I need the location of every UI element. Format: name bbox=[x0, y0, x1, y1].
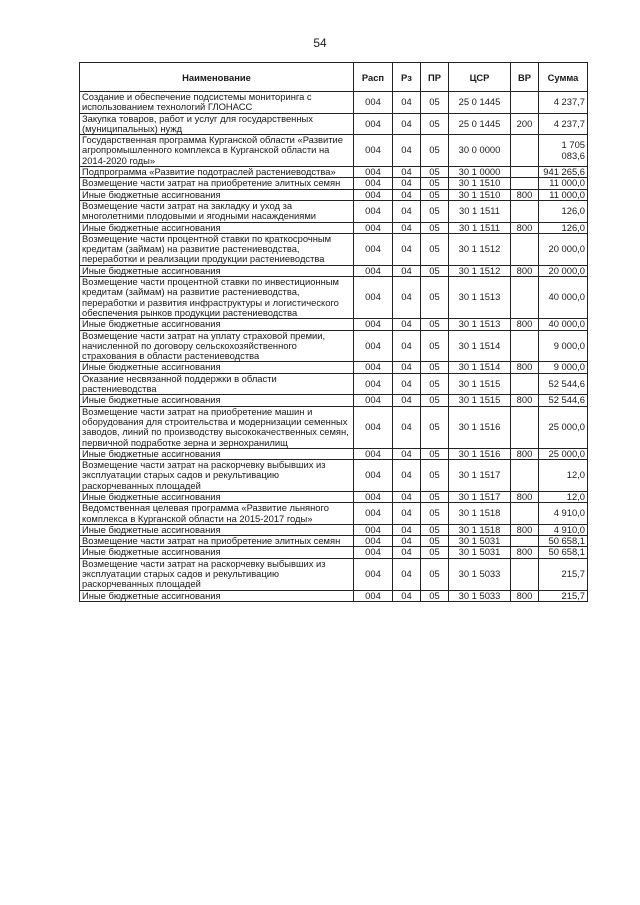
cell-csr: 30 1 1514 bbox=[449, 330, 511, 362]
cell-name: Возмещение части процентной ставки по инвестиционным кредитам (займам) на развитие растениеводства, переработки и развития инфраструктуры и логистического обеспечения рынков продукции растениеводства bbox=[80, 277, 354, 319]
cell-csr: 30 1 5033 bbox=[449, 558, 511, 590]
cell-vr: 800 bbox=[511, 265, 539, 276]
cell-sum: 12,0 bbox=[539, 491, 588, 502]
cell-csr: 30 1 1514 bbox=[449, 362, 511, 373]
cell-rz: 04 bbox=[393, 491, 421, 502]
cell-pr: 05 bbox=[421, 319, 449, 330]
cell-rz: 04 bbox=[393, 406, 421, 448]
table-row bbox=[80, 590, 588, 601]
cell-rz: 04 bbox=[393, 189, 421, 200]
table-row bbox=[80, 233, 588, 265]
cell-vr bbox=[511, 330, 539, 362]
cell-pr: 05 bbox=[421, 373, 449, 395]
cell-pr: 05 bbox=[421, 448, 449, 459]
cell-rasp: 004 bbox=[354, 460, 393, 492]
cell-csr: 30 1 1518 bbox=[449, 524, 511, 535]
cell-rz: 04 bbox=[393, 233, 421, 265]
cell-vr bbox=[511, 558, 539, 590]
cell-csr: 30 1 1516 bbox=[449, 406, 511, 448]
cell-csr: 30 1 1512 bbox=[449, 233, 511, 265]
cell-csr: 30 1 5033 bbox=[449, 590, 511, 601]
cell-rz: 04 bbox=[393, 362, 421, 373]
cell-csr: 30 0 0000 bbox=[449, 135, 511, 167]
table-row bbox=[80, 135, 588, 167]
header-vr: ВР bbox=[511, 63, 539, 92]
cell-rz: 04 bbox=[393, 590, 421, 601]
cell-rz: 04 bbox=[393, 200, 421, 222]
table-row bbox=[80, 319, 588, 330]
cell-csr: 30 1 1518 bbox=[449, 503, 511, 525]
table-row bbox=[80, 395, 588, 406]
cell-sum: 126,0 bbox=[539, 200, 588, 222]
table-row bbox=[80, 277, 588, 319]
cell-name: Оказание несвязанной поддержки в области растениеводства bbox=[80, 373, 354, 395]
table-row bbox=[80, 536, 588, 547]
cell-pr: 05 bbox=[421, 547, 449, 558]
cell-csr: 30 1 1512 bbox=[449, 265, 511, 276]
cell-vr bbox=[511, 200, 539, 222]
cell-vr bbox=[511, 233, 539, 265]
cell-rasp: 004 bbox=[354, 491, 393, 502]
cell-rasp: 004 bbox=[354, 265, 393, 276]
cell-rasp: 004 bbox=[354, 200, 393, 222]
cell-rasp: 004 bbox=[354, 222, 393, 233]
cell-rasp: 004 bbox=[354, 92, 393, 114]
cell-pr: 05 bbox=[421, 233, 449, 265]
cell-sum: 20 000,0 bbox=[539, 233, 588, 265]
cell-pr: 05 bbox=[421, 222, 449, 233]
cell-vr bbox=[511, 406, 539, 448]
table-row bbox=[80, 178, 588, 189]
cell-vr: 800 bbox=[511, 222, 539, 233]
cell-csr: 30 1 0000 bbox=[449, 167, 511, 178]
cell-csr: 25 0 1445 bbox=[449, 92, 511, 114]
cell-pr: 05 bbox=[421, 113, 449, 135]
table-header-row bbox=[80, 63, 588, 92]
cell-rasp: 004 bbox=[354, 135, 393, 167]
cell-rz: 04 bbox=[393, 135, 421, 167]
cell-pr: 05 bbox=[421, 536, 449, 547]
cell-name: Создание и обеспечение подсистемы мониторинга с использованием технологий ГЛОНАСС bbox=[80, 92, 354, 114]
cell-vr: 800 bbox=[511, 448, 539, 459]
cell-name: Иные бюджетные ассигнования bbox=[80, 448, 354, 459]
cell-pr: 05 bbox=[421, 395, 449, 406]
header-name: Наименование bbox=[80, 63, 354, 92]
table-row bbox=[80, 547, 588, 558]
cell-vr: 800 bbox=[511, 362, 539, 373]
cell-csr: 30 1 1516 bbox=[449, 448, 511, 459]
cell-vr: 800 bbox=[511, 319, 539, 330]
page-number: 54 bbox=[313, 36, 327, 50]
cell-pr: 05 bbox=[421, 92, 449, 114]
table-row bbox=[80, 222, 588, 233]
cell-vr bbox=[511, 92, 539, 114]
cell-sum: 126,0 bbox=[539, 222, 588, 233]
cell-rasp: 004 bbox=[354, 503, 393, 525]
cell-rasp: 004 bbox=[354, 558, 393, 590]
cell-pr: 05 bbox=[421, 491, 449, 502]
cell-csr: 30 1 1510 bbox=[449, 189, 511, 200]
cell-name: Иные бюджетные ассигнования bbox=[80, 265, 354, 276]
cell-name: Подпрограмма «Развитие подотраслей растениеводства» bbox=[80, 167, 354, 178]
cell-sum: 40 000,0 bbox=[539, 277, 588, 319]
header-csr: ЦСР bbox=[449, 63, 511, 92]
table-row bbox=[80, 167, 588, 178]
cell-rz: 04 bbox=[393, 547, 421, 558]
cell-sum: 1 705 083,6 bbox=[539, 135, 588, 167]
cell-vr bbox=[511, 135, 539, 167]
cell-vr: 800 bbox=[511, 395, 539, 406]
cell-rasp: 004 bbox=[354, 113, 393, 135]
cell-pr: 05 bbox=[421, 277, 449, 319]
cell-rz: 04 bbox=[393, 373, 421, 395]
cell-csr: 30 1 1515 bbox=[449, 373, 511, 395]
cell-vr: 200 bbox=[511, 113, 539, 135]
cell-sum: 4 237,7 bbox=[539, 92, 588, 114]
cell-rz: 04 bbox=[393, 167, 421, 178]
cell-rasp: 004 bbox=[354, 189, 393, 200]
cell-vr bbox=[511, 503, 539, 525]
cell-csr: 30 1 1511 bbox=[449, 200, 511, 222]
cell-pr: 05 bbox=[421, 265, 449, 276]
cell-rz: 04 bbox=[393, 265, 421, 276]
cell-rasp: 004 bbox=[354, 178, 393, 189]
table-row bbox=[80, 406, 588, 448]
cell-name: Иные бюджетные ассигнования bbox=[80, 547, 354, 558]
header-sum: Сумма bbox=[539, 63, 588, 92]
cell-name: Государственная программа Курганской области «Развитие агропромышленного комплекса в Курганской области на 2014-2020 годы» bbox=[80, 135, 354, 167]
cell-vr: 800 bbox=[511, 189, 539, 200]
cell-name: Иные бюджетные ассигнования bbox=[80, 590, 354, 601]
cell-pr: 05 bbox=[421, 558, 449, 590]
cell-rz: 04 bbox=[393, 536, 421, 547]
cell-sum: 11 000,0 bbox=[539, 189, 588, 200]
cell-vr bbox=[511, 178, 539, 189]
table-row bbox=[80, 330, 588, 362]
cell-name: Закупка товаров, работ и услуг для государственных (муниципальных) нужд bbox=[80, 113, 354, 135]
cell-rasp: 004 bbox=[354, 167, 393, 178]
cell-rasp: 004 bbox=[354, 590, 393, 601]
cell-name: Возмещение части затрат на приобретение машин и оборудования для строительства и модернизации семенных заводов, линий по производству высококачественных семян, первичной подработке зерна и зернохранилищ bbox=[80, 406, 354, 448]
cell-pr: 05 bbox=[421, 178, 449, 189]
cell-pr: 05 bbox=[421, 189, 449, 200]
cell-rasp: 004 bbox=[354, 524, 393, 535]
cell-csr: 30 1 5031 bbox=[449, 536, 511, 547]
cell-rz: 04 bbox=[393, 113, 421, 135]
cell-rasp: 004 bbox=[354, 373, 393, 395]
cell-sum: 4 910,0 bbox=[539, 503, 588, 525]
cell-vr: 800 bbox=[511, 547, 539, 558]
cell-sum: 12,0 bbox=[539, 460, 588, 492]
header-rz: Рз bbox=[393, 63, 421, 92]
table-row bbox=[80, 448, 588, 459]
cell-pr: 05 bbox=[421, 330, 449, 362]
cell-name: Возмещение части процентной ставки по краткосрочным кредитам (займам) на развитие растениеводства, переработки и реализации продукции растениеводства bbox=[80, 233, 354, 265]
table-row bbox=[80, 558, 588, 590]
cell-csr: 30 1 1511 bbox=[449, 222, 511, 233]
cell-rz: 04 bbox=[393, 460, 421, 492]
table-row bbox=[80, 460, 588, 492]
cell-name: Возмещение части затрат на приобретение элитных семян bbox=[80, 536, 354, 547]
cell-sum: 941 265,6 bbox=[539, 167, 588, 178]
table-body bbox=[80, 92, 588, 602]
cell-csr: 30 1 1517 bbox=[449, 460, 511, 492]
cell-csr: 30 1 1510 bbox=[449, 178, 511, 189]
cell-pr: 05 bbox=[421, 524, 449, 535]
cell-vr bbox=[511, 373, 539, 395]
cell-pr: 05 bbox=[421, 460, 449, 492]
cell-sum: 40 000,0 bbox=[539, 319, 588, 330]
table-row bbox=[80, 189, 588, 200]
cell-pr: 05 bbox=[421, 590, 449, 601]
cell-rasp: 004 bbox=[354, 448, 393, 459]
cell-sum: 11 000,0 bbox=[539, 178, 588, 189]
cell-rz: 04 bbox=[393, 277, 421, 319]
cell-csr: 30 1 1517 bbox=[449, 491, 511, 502]
cell-rz: 04 bbox=[393, 448, 421, 459]
cell-name: Иные бюджетные ассигнования bbox=[80, 524, 354, 535]
cell-name: Иные бюджетные ассигнования bbox=[80, 319, 354, 330]
cell-sum: 52 544,6 bbox=[539, 395, 588, 406]
cell-name: Иные бюджетные ассигнования bbox=[80, 395, 354, 406]
cell-rasp: 004 bbox=[354, 362, 393, 373]
header-rasp: Расп bbox=[354, 63, 393, 92]
cell-sum: 20 000,0 bbox=[539, 265, 588, 276]
cell-sum: 9 000,0 bbox=[539, 362, 588, 373]
cell-sum: 52 544,6 bbox=[539, 373, 588, 395]
cell-rasp: 004 bbox=[354, 330, 393, 362]
table-row bbox=[80, 524, 588, 535]
cell-rasp: 004 bbox=[354, 277, 393, 319]
cell-vr: 800 bbox=[511, 524, 539, 535]
cell-vr: 800 bbox=[511, 590, 539, 601]
cell-name: Иные бюджетные ассигнования bbox=[80, 222, 354, 233]
cell-sum: 50 658,1 bbox=[539, 547, 588, 558]
cell-pr: 05 bbox=[421, 503, 449, 525]
cell-vr: 800 bbox=[511, 491, 539, 502]
cell-sum: 25 000,0 bbox=[539, 406, 588, 448]
cell-rz: 04 bbox=[393, 524, 421, 535]
cell-rasp: 004 bbox=[354, 406, 393, 448]
cell-rz: 04 bbox=[393, 222, 421, 233]
cell-name: Ведомственная целевая программа «Развитие льняного комплекса в Курганской области на 2015-2017 годы» bbox=[80, 503, 354, 525]
budget-table bbox=[79, 62, 588, 602]
cell-pr: 05 bbox=[421, 135, 449, 167]
cell-sum: 50 658,1 bbox=[539, 536, 588, 547]
cell-sum: 215,7 bbox=[539, 558, 588, 590]
cell-csr: 30 1 1513 bbox=[449, 319, 511, 330]
table-row bbox=[80, 503, 588, 525]
cell-rz: 04 bbox=[393, 92, 421, 114]
cell-csr: 30 1 1513 bbox=[449, 277, 511, 319]
table-row bbox=[80, 92, 588, 114]
cell-sum: 9 000,0 bbox=[539, 330, 588, 362]
cell-csr: 30 1 1515 bbox=[449, 395, 511, 406]
table-row bbox=[80, 200, 588, 222]
cell-vr bbox=[511, 167, 539, 178]
table-row bbox=[80, 373, 588, 395]
cell-pr: 05 bbox=[421, 167, 449, 178]
cell-sum: 215,7 bbox=[539, 590, 588, 601]
cell-csr: 30 1 5031 bbox=[449, 547, 511, 558]
cell-name: Иные бюджетные ассигнования bbox=[80, 189, 354, 200]
cell-name: Возмещение части затрат на закладку и уход за многолетними плодовыми и ягодными насаждениями bbox=[80, 200, 354, 222]
table-row bbox=[80, 265, 588, 276]
header-pr: ПР bbox=[421, 63, 449, 92]
cell-rasp: 004 bbox=[354, 233, 393, 265]
cell-rz: 04 bbox=[393, 503, 421, 525]
cell-rz: 04 bbox=[393, 558, 421, 590]
cell-rasp: 004 bbox=[354, 395, 393, 406]
cell-name: Возмещение части затрат на приобретение элитных семян bbox=[80, 178, 354, 189]
cell-rasp: 004 bbox=[354, 319, 393, 330]
cell-rz: 04 bbox=[393, 330, 421, 362]
table-row bbox=[80, 491, 588, 502]
cell-rz: 04 bbox=[393, 319, 421, 330]
cell-name: Иные бюджетные ассигнования bbox=[80, 362, 354, 373]
cell-rz: 04 bbox=[393, 395, 421, 406]
cell-sum: 25 000,0 bbox=[539, 448, 588, 459]
cell-vr bbox=[511, 277, 539, 319]
table-row bbox=[80, 113, 588, 135]
cell-rasp: 004 bbox=[354, 536, 393, 547]
cell-pr: 05 bbox=[421, 362, 449, 373]
cell-vr bbox=[511, 536, 539, 547]
cell-csr: 25 0 1445 bbox=[449, 113, 511, 135]
cell-name: Возмещение части затрат на раскорчевку выбывших из эксплуатации старых садов и рекультивацию раскорчеванных площадей bbox=[80, 460, 354, 492]
table-row bbox=[80, 362, 588, 373]
cell-pr: 05 bbox=[421, 406, 449, 448]
cell-vr bbox=[511, 460, 539, 492]
cell-rz: 04 bbox=[393, 178, 421, 189]
cell-sum: 4 910,0 bbox=[539, 524, 588, 535]
cell-name: Иные бюджетные ассигнования bbox=[80, 491, 354, 502]
cell-sum: 4 237,7 bbox=[539, 113, 588, 135]
cell-pr: 05 bbox=[421, 200, 449, 222]
cell-name: Возмещение части затрат на уплату страховой премии, начисленной по договору сельскохозяйственного страхования в области растениеводства bbox=[80, 330, 354, 362]
cell-name: Возмещение части затрат на раскорчевку выбывших из эксплуатации старых садов и рекультивацию раскорчеванных площадей bbox=[80, 558, 354, 590]
cell-rasp: 004 bbox=[354, 547, 393, 558]
